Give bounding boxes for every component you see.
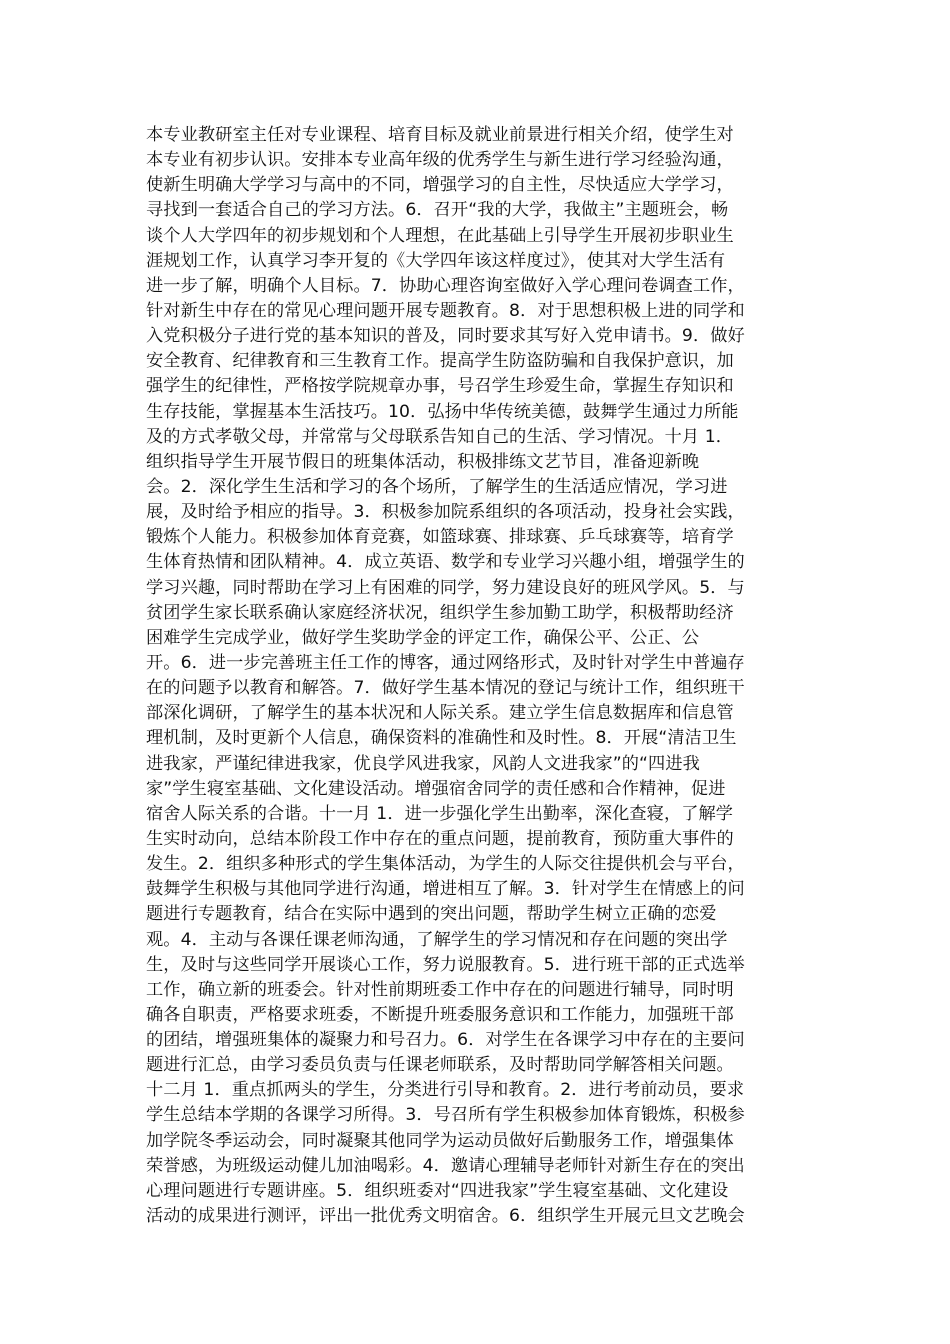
text-line: 进一步了解，明确个人目标。7．协助心理咨询室做好入学心理问卷调查工作， [146,275,745,296]
text-line: 学生总结本学期的各课学习所得。3．号召所有学生积极参加体育锻炼，积极参 [146,1105,745,1126]
text-line: 在的问题予以教育和解答。7．做好学生基本情况的登记与统计工作，组织班干 [146,678,745,699]
text-line: 宿舍人际关系的合谐。十一月 1．进一步强化学生出勤率，深化查寝，了解学 [146,803,734,824]
text-line: 题进行专题教育，结合在实际中遇到的突出问题，帮助学生树立正确的恋爱 [146,904,717,925]
text-line: 组织指导学生开展节假日的班集体活动，积极排练文艺节目，准备迎新晚 [146,451,700,472]
text-line: 十二月 1．重点抓两头的学生，分类进行引导和教育。2．进行考前动员，要求 [146,1080,745,1101]
text-line: 使新生明确大学学习与高中的不同，增强学习的自主性，尽快适应大学学习， [146,175,734,196]
text-line: 困难学生完成学业，做好学生奖助学金的评定工作，确保公平、公正、公 [146,627,700,648]
text-line: 的团结，增强班集体的凝聚力和号召力。6．对学生在各课学习中存在的主要问 [146,1030,745,1051]
text-line: 生实时动向，总结本阶段工作中存在的重点问题，提前教育，预防重大事件的 [146,828,734,849]
text-line: 理机制，及时更新个人信息，确保资料的准确性和及时性。8．开展“清洁卫生 [146,728,737,749]
text-line: 题进行汇总，由学习委员负责与任课老师联系，及时帮助同学解答相关问题。 [146,1055,734,1076]
text-line: 安全教育、纪律教育和三生教育工作。提高学生防盗防骗和自我保护意识，加 [146,351,734,372]
text-line: 本专业教研室主任对专业课程、培育目标及就业前景进行相关介绍，使学生对 [146,125,734,145]
text-line: 加学院冬季运动会，同时凝聚其他同学为运动员做好后勤服务工作，增强集体 [146,1130,734,1151]
text-line: 强学生的纪律性，严格按学院规章办事，号召学生珍爱生命，掌握生存知识和 [146,376,734,397]
text-line: 学习兴趣，同时帮助在学习上有困难的同学，努力建设良好的班风学风。5．与 [146,577,745,598]
body-text [146,123,806,1229]
text-line: 谈个人大学四年的初步规划和个人理想，在此基础上引导学生开展初步职业生 [146,225,734,246]
text-line: 锻炼个人能力。积极参加体育竞赛，如篮球赛、排球赛、乒乓球赛等，培育学 [146,527,734,548]
text-line: 开。6．进一步完善班主任工作的博客，通过网络形式，及时针对学生中普遍存 [146,652,745,673]
text-line: 针对新生中存在的常见心理问题开展专题教育。8．对于思想积极上进的同学和 [146,300,745,321]
text-line: 活动的成果进行测评，评出一批优秀文明宿舍。6．组织学生开展元旦文艺晚会 [146,1206,745,1227]
text-line: 涯规划工作，认真学习李开复的《大学四年该这样度过》，使其对大学生活有 [146,250,726,271]
text-line: 发生。2．组织多种形式的学生集体活动，为学生的人际交往提供机会与平台， [146,854,745,875]
text-line: 生，及时与这些同学开展谈心工作，努力说服教育。5．进行班干部的正式选举 [146,954,745,975]
text-line: 生存技能，掌握基本生活技巧。10．弘扬中华传统美德，鼓舞学生通过力所能 [146,401,739,422]
text-line: 会。2．深化学生生活和学习的各个场所，了解学生的生活适应情况，学习进 [146,476,728,497]
text-line: 本专业有初步认识。安排本专业高年级的优秀学生与新生进行学习经验沟通， [146,150,734,171]
text-line: 观。4．主动与各课任课老师沟通，了解学生的学习情况和存在问题的突出学 [146,929,728,950]
text-line: 心理问题进行专题讲座。5．组织班委对“四进我家”学生寝室基础、文化建设 [146,1180,729,1201]
text-line: 入党积极分子进行党的基本知识的普及，同时要求其写好入党申请书。9．做好 [146,326,745,347]
text-line: 展，及时给予相应的指导。3．积极参加院系组织的各项活动，投身社会实践， [146,502,745,523]
text-line: 荣誉感，为班级运动健儿加油喝彩。4．邀请心理辅导老师针对新生存在的突出 [146,1155,745,1176]
text-line: 部深化调研，了解学生的基本状况和人际关系。建立学生信息数据库和信息管 [146,703,734,724]
text-line: 鼓舞学生积极与其他同学进行沟通，增进相互了解。3．针对学生在情感上的问 [146,879,745,900]
text-line: 寻找到一套适合自己的学习方法。6．召开“我的大学，我做主”主题班会，畅 [146,200,729,221]
text-line: 家”学生寝室基础、文化建设活动。增强宿舍同学的责任感和合作精神，促进 [146,778,726,799]
text-line: 贫团学生家长联系确认家庭经济状况，组织学生参加勤工助学，积极帮助经济 [146,602,734,623]
text-line: 确各自职责，严格要求班委，不断提升班委服务意识和工作能力，加强班干部 [146,1004,734,1025]
text-line: 及的方式孝敬父母，并常常与父母联系告知自己的生活、学习情况。十月 1． [146,426,734,447]
text-line: 进我家，严谨纪律进我家，优良学风进我家，风韵人文进我家”的“四进我 [146,753,700,774]
text-line: 工作，确立新的班委会。针对性前期班委工作中存在的问题进行辅导，同时明 [146,979,734,1000]
text-line: 生体育热情和团队精神。4．成立英语、数学和专业学习兴趣小组，增强学生的 [146,552,745,573]
